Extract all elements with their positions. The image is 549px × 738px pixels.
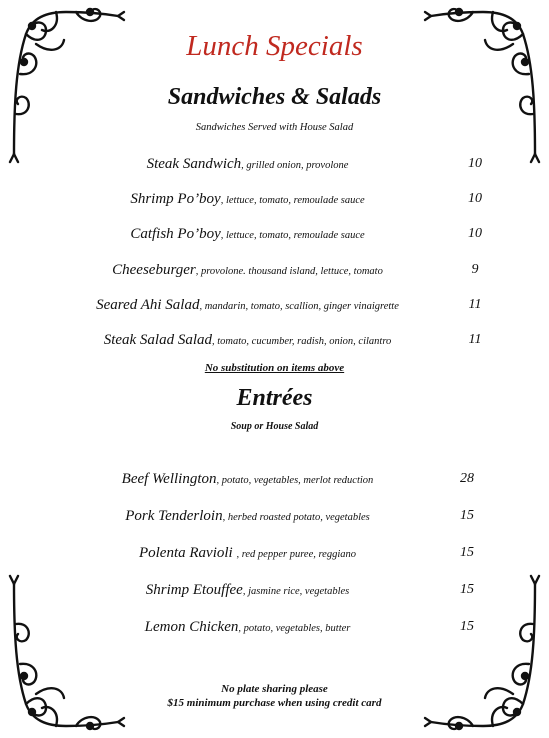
menu-item-name: Shrimp Po’boy — [130, 191, 221, 207]
page-title: Lunch Specials — [186, 30, 363, 62]
footer-line-sharing: No plate sharing please — [221, 683, 328, 695]
menu-item — [60, 618, 435, 636]
menu-item-desc: , jasmine rice, vegetables — [242, 586, 350, 597]
menu-item-price: 10 — [468, 191, 482, 206]
menu-item — [60, 507, 435, 525]
menu-item-price: 15 — [460, 582, 474, 597]
menu-item-desc: , potato, vegetables, butter — [238, 623, 351, 634]
menu-item-desc: , provolone. thousand island, lettuce, tomato — [195, 266, 383, 277]
section-heading-entrees: Entrées — [236, 385, 313, 411]
footer-note — [0, 682, 549, 710]
menu-item-desc: , potato, vegetables, merlot reduction — [216, 475, 374, 486]
footer-line-credit: $15 minimum purchase when using credit card — [167, 697, 382, 709]
menu-item-name: Seared Ahi Salad — [96, 297, 200, 313]
menu-item-price: 15 — [460, 545, 474, 560]
menu-item — [60, 581, 435, 599]
menu-item — [60, 155, 435, 173]
menu-item-price: 11 — [468, 332, 482, 347]
menu-item-desc: , grilled onion, provolone — [241, 160, 349, 171]
menu-item-name: Shrimp Etouffee — [145, 582, 243, 598]
menu-item-name: Cheeseburger — [112, 262, 196, 278]
section-subheading-entrees: Soup or House Salad — [230, 421, 319, 432]
menu-item-name: Steak Sandwich — [146, 156, 242, 172]
menu-item-price: 28 — [460, 471, 474, 486]
menu-item — [60, 544, 435, 562]
substitution-note: No substitution on items above — [204, 362, 345, 374]
menu-item-price: 15 — [460, 619, 474, 634]
menu-item-price: 10 — [468, 226, 482, 241]
menu-item — [60, 190, 435, 208]
menu-item-name: Beef Wellington — [121, 471, 217, 487]
menu-item-desc: , lettuce, tomato, remoulade sauce — [220, 230, 365, 241]
section-heading-sandwiches: Sandwiches & Salads — [167, 84, 382, 110]
menu-item-name: Catfish Po’boy — [130, 226, 221, 242]
menu-item — [60, 225, 435, 243]
menu-item — [60, 296, 435, 314]
menu-item — [60, 331, 435, 349]
scroll-ornament-icon — [423, 574, 543, 734]
section-subheading-sandwiches: Sandwiches Served with House Salad — [195, 122, 354, 133]
menu-item — [60, 470, 435, 488]
menu-item-price: 15 — [460, 508, 474, 523]
menu-item-name: Polenta Ravioli — [138, 545, 237, 561]
menu-item-desc: , lettuce, tomato, remoulade sauce — [220, 195, 365, 206]
menu-item-name: Pork Tenderloin — [125, 508, 223, 524]
menu-item-price: 11 — [468, 297, 482, 312]
menu-item-price: 9 — [471, 262, 479, 277]
menu-item-name: Lemon Chicken — [144, 619, 239, 635]
menu-item-desc: , herbed roasted potato, vegetables — [222, 512, 370, 523]
menu-item-desc: , red pepper puree, reggiano — [236, 549, 357, 560]
menu-item — [60, 261, 435, 279]
menu-item-name: Steak Salad Salad — [103, 332, 213, 348]
menu-item-price: 10 — [468, 156, 482, 171]
menu-item-desc: , mandarin, tomato, scallion, ginger vinaigrette — [199, 301, 399, 312]
menu-item-desc: , tomato, cucumber, radish, onion, cilantro — [212, 336, 392, 347]
